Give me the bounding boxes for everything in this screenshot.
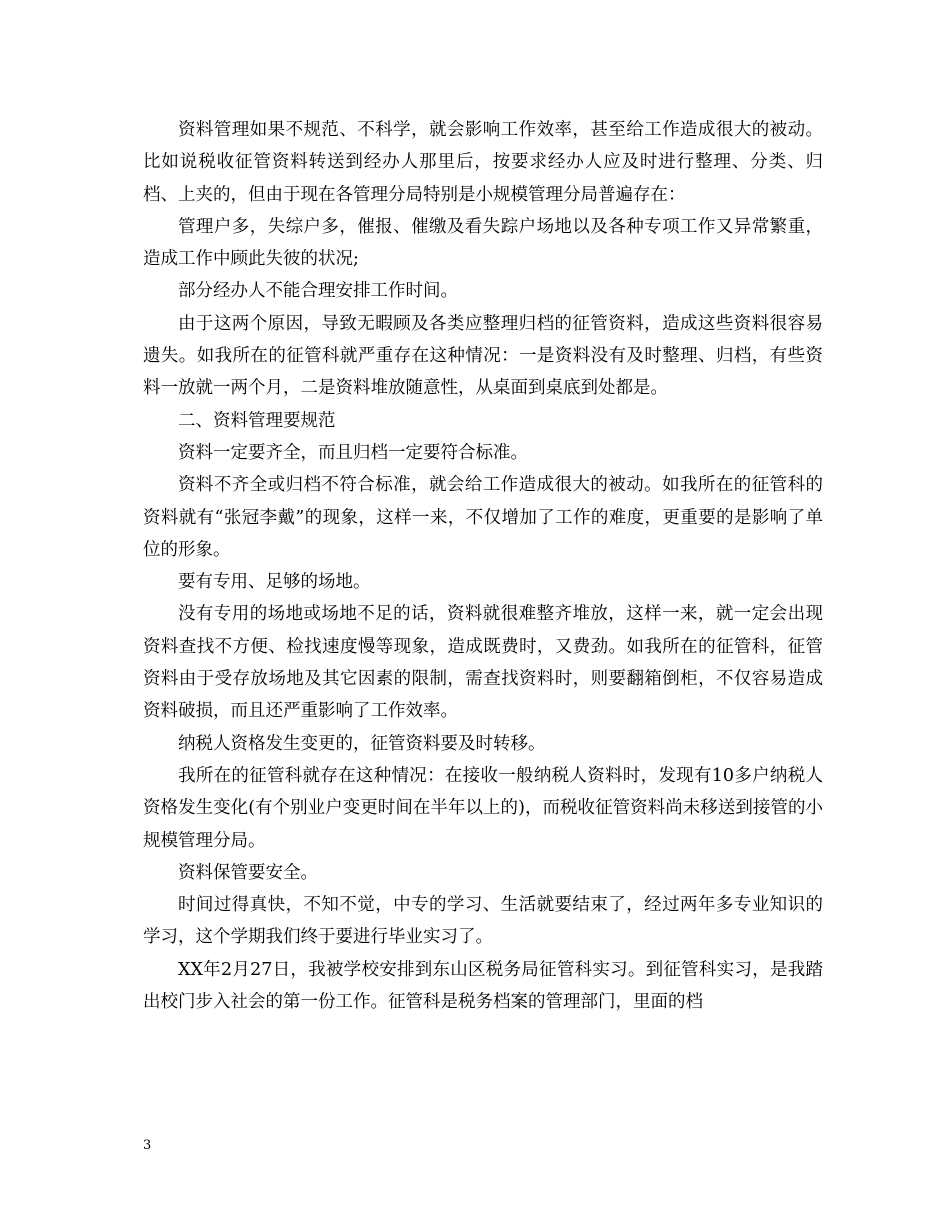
document-body	[143, 114, 823, 1018]
paragraph: 我所在的征管科就存在这种情况：在接收一般纳税人资料时，发现有10多户纳税人资格发生变化(有个别业户变更时间在半年以上的)，而税收征管资料尚未移送到接管的小规模管理分局。	[143, 765, 823, 851]
section-heading: 二、资料管理要规范	[178, 410, 336, 431]
paragraph: 资料不齐全或归档不符合标准，就会给工作造成很大的被动。如我所在的征管科的资料就有“张冠李戴”的现象，这样一来，不仅增加了工作的难度，更重要的是影响了单位的形象。	[143, 475, 823, 560]
paragraph: 管理户多，失综户多，催报、催缴及看失踪户场地以及各种专项工作又异常繁重，造成工作中顾此失彼的状况;	[143, 216, 823, 270]
paragraph: 由于这两个原因，导致无暇顾及各类应整理归档的征管资料，造成这些资料很容易遗失。如我所在的征管科就严重存在这种情况：一是资料没有及时整理、归档，有些资料一放就一两个月，二是资料堆放随意性，从桌面到桌底到处都是。	[143, 313, 823, 399]
paragraph: 资料一定要齐全，而且归档一定要符合标准。	[178, 442, 528, 463]
paragraph: 纳税人资格发生变更的，征管资料要及时转移。	[178, 733, 546, 754]
page-number: 3	[143, 1138, 152, 1153]
paragraph: 资料管理如果不规范、不科学，就会影响工作效率，甚至给工作造成很大的被动。比如说税收征管资料转送到经办人那里后，按要求经办人应及时进行整理、分类、归档、上夹的，但由于现在各管理分局特别是小规模管理分局普遍存在：	[143, 120, 823, 205]
paragraph: 要有专用、足够的场地。	[178, 572, 371, 593]
paragraph: XX年2月27日，我被学校安排到东山区税务局征管科实习。到征管科实习，是我踏出校门步入社会的第一份工作。征管科是税务档案的管理部门，里面的档	[143, 959, 823, 1013]
paragraph: 没有专用的场地或场地不足的话，资料就很难整齐堆放，这样一来，就一定会出现资料查找不方便、检找速度慢等现象，造成既费时，又费劲。如我所在的征管科，征管资料由于受存放场地及其它因素的限制，需查找资料时，则要翻箱倒柜，不仅容易造成资料破损，而且还严重影响了工作效率。	[143, 604, 823, 722]
paragraph: 时间过得真快，不知不觉，中专的学习、生活就要结束了，经过两年多专业知识的学习，这个学期我们终于要进行毕业实习了。	[143, 895, 823, 948]
paragraph: 资料保管要安全。	[178, 862, 318, 883]
paragraph: 部分经办人不能合理安排工作时间。	[178, 281, 458, 302]
